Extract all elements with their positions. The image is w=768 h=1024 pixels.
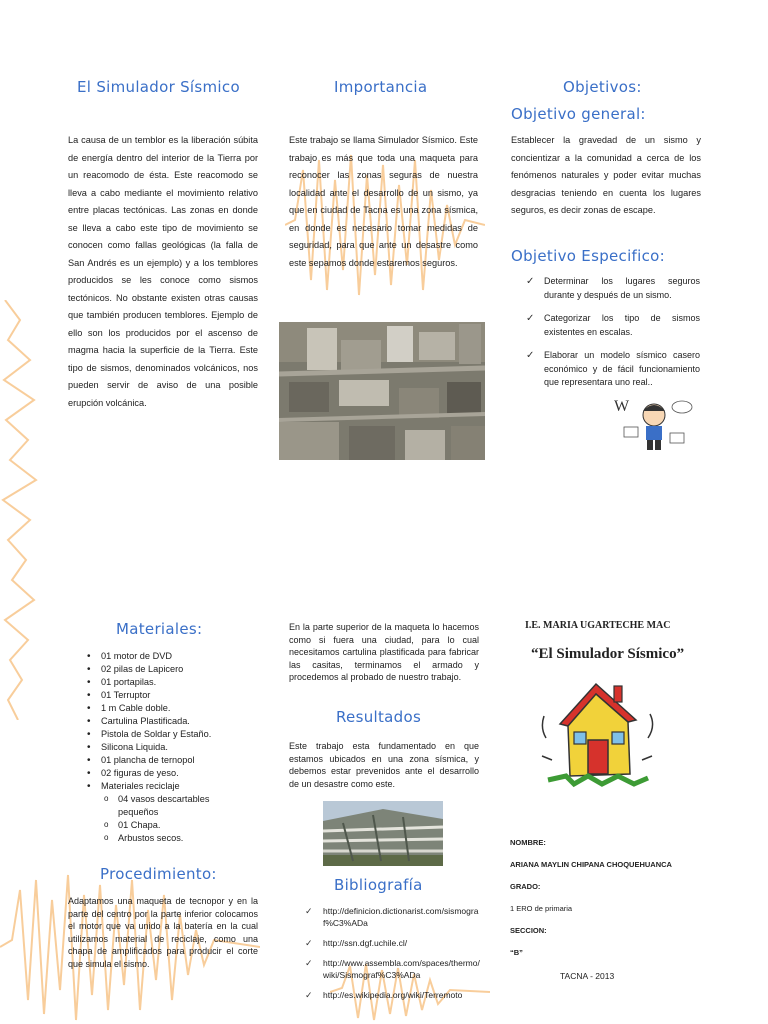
seccion-value: “B” [510, 948, 523, 957]
list-item: o 04 vasos descartables pequeños [100, 793, 230, 819]
cartoon-boy-image [610, 393, 695, 455]
nombre-label: NOMBRE: [510, 838, 546, 847]
list-item: • Cartulina Plastificada. [83, 715, 258, 728]
maqueta-intro: En la parte superior de la maqueta lo hacemos como si fuera una ciudad, para lo cual necesitamos cartulina plastificada para fabricar las casitas, terminamos el armado y procedemos al probado de nuestro trabajo. [289, 622, 479, 683]
list-item[interactable]: ✓ http://ssn.dgf.uchile.cl/ [305, 937, 485, 949]
grado-value: 1 ERO de primaria [510, 904, 573, 913]
section-title-objetivos: Objetivos: [563, 78, 642, 96]
objetivo-general-title: Objetivo general: [511, 105, 646, 123]
nombre-value: ARIANA MAYLIN CHIPANA CHOQUEHUANCA [510, 860, 672, 869]
list-item: • 01 Terruptor [83, 689, 258, 702]
list-item: o Arbustos secos. [100, 832, 230, 845]
list-item: • 02 figuras de yeso. [83, 767, 258, 780]
list-item[interactable]: ✓ http://www.assembla.com/spaces/thermo/wiki/Sismograf%C3%ADa [305, 957, 485, 981]
list-item: • Silicona Liquida. [83, 741, 258, 754]
list-item: • 01 portapilas. [83, 676, 258, 689]
list-item: ✓ Categorizar los tipo de sismos existentes en escalas. [526, 312, 700, 339]
materiales-list [83, 650, 258, 793]
list-item: • Pistola de Soldar y Estaño. [83, 728, 258, 741]
list-item: • 1 m Cable doble. [83, 702, 258, 715]
procedimiento-body: Adaptamos una maqueta de tecnopor y en la parte del centro por la parte inferior colocamos el motor que va unido a la batería en la cual utilizamos material de reciclaje, como una chapa de amplificados para producir el corte que simula el sismo. [68, 896, 258, 969]
section-title-bibliografia: Bibliografía [334, 876, 423, 894]
materiales-reciclaje-list [100, 793, 230, 845]
objetivo-especifico-title: Objetivo Especifico: [511, 247, 665, 265]
section-title-procedimiento: Procedimiento: [100, 865, 217, 883]
section-title-resultados: Resultados [336, 708, 422, 726]
list-item: • 02 pilas de Lapicero [83, 663, 258, 676]
simulador-body: La causa de un temblor es la liberación súbita de energía dentro del interior de la Tierra por un reacomodo de ésta. Este reacomodo se lleva a cabo mediante el movimiento relativo entre placas tectónicas. Las zonas en donde se lleva a cabo este tipo de movimiento se conocen como fallas geológicas (la falla de San Andrés es un ejemplo) y a los temblores producidos se les conoce como sismos tectónicos. No obstante existen otras causas que también producen temblores. Ejemplo de ello son los producidos por el ascenso de magma hacia la superficie de la Tierra. Este tipo de sismos, denominados volcánicos, nos pueden servir de aviso de una posible erupción volcánica. [68, 135, 258, 408]
resultados-body: Este trabajo esta fundamentado en que estamos ubicados en una zona sísmica, y debemos estar prevenidos ante el desarrollo de un desastre como este. [289, 741, 479, 789]
list-item: • Materiales reciclaje [83, 780, 258, 793]
list-item[interactable]: ✓ http://definicion.dictionarist.com/sismograf%C3%ADa [305, 905, 485, 929]
list-item: ✓ Determinar los lugares seguros durante y después de un sismo. [526, 275, 700, 302]
school-name: I.E. MARIA UGARTECHE MAC [525, 620, 671, 631]
importancia-body: Este trabajo se llama Simulador Sísmico. Este trabajo es más que toda una maqueta para reconocer las zonas seguras de nuestra localidad ante el desarrollo de un sismo, ya que en ciudad de Tacna es una zona sísmica, en donde es necesario tomar medidas de seguridad, para que ante un desastre como este sepamos donde estaremos seguros. [289, 135, 478, 268]
objetivo-especifico-list [526, 275, 700, 400]
grado-label: GRADO: [510, 882, 541, 891]
objetivo-general-body: Establecer la gravedad de un sismo y concientizar a la comunidad a cerca de los fenómenos naturales y poder evitar muchas desgracias teniendo en cuenta los lugares seguros, es decir zonas de escape. [511, 135, 701, 215]
seccion-label: SECCION: [510, 926, 547, 935]
place-year: TACNA - 2013 [560, 971, 615, 981]
list-item: ✓ Elaborar un modelo sísmico casero económico y de fácil funcionamiento que representara uno real.. [526, 349, 700, 390]
list-item: • 01 plancha de ternopol [83, 754, 258, 767]
cover-title: “El Simulador Sísmico” [531, 646, 685, 662]
bibliografia-list [305, 905, 485, 1009]
list-item: o 01 Chapa. [100, 819, 230, 832]
building-photo [323, 801, 443, 866]
section-title-importancia: Importancia [334, 78, 428, 96]
list-item[interactable]: ✓ http://es.wikipedia.org/wiki/Terremoto [305, 989, 485, 1001]
seismogram-decoration-left [0, 300, 40, 720]
section-title-materiales: Materiales: [116, 620, 203, 638]
list-item: • 01 motor de DVD [83, 650, 258, 663]
svg-text:W: W [614, 398, 630, 415]
section-title-simulador: El Simulador Sísmico [77, 78, 240, 96]
earthquake-city-photo [279, 322, 485, 460]
shaking-house-image [538, 676, 656, 794]
